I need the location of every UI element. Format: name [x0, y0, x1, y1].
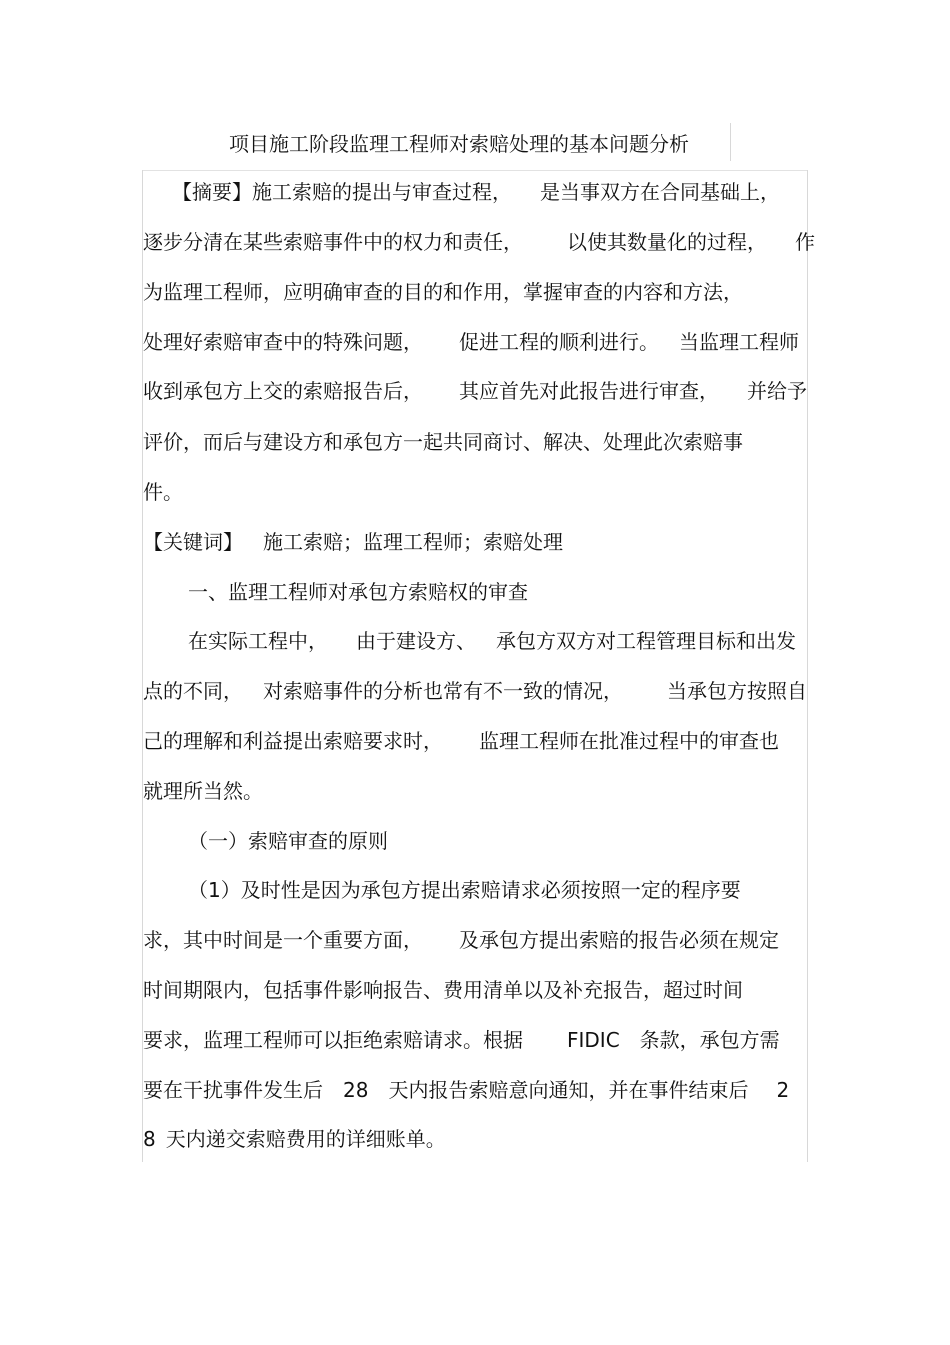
paragraph-2-line-1: [188, 875, 741, 905]
text-segment: （1）及时性是因为承包方提出索赔请求必须按照一定的程序要: [188, 878, 741, 902]
paragraph-2-line-3: [143, 975, 743, 1005]
text-segment: 评价，而后与建设方和承包方一起共同商讨、解决、处理此次索赔事: [143, 430, 743, 454]
text-segment: 是当事双方在合同基础上，: [540, 180, 780, 204]
text-segment: 要求，监理工程师可以拒绝索赔请求。根据: [143, 1028, 523, 1052]
border-line-left: [142, 170, 143, 1162]
text-segment: 时间期限内，包括事件影响报告、费用清单以及补充报告，超过时间: [143, 978, 743, 1002]
text-segment: 要在干扰事件发生后: [143, 1078, 323, 1102]
border-line-top: [143, 170, 808, 171]
text-segment: 在实际工程中，: [188, 629, 328, 653]
text-segment: 己的理解和利益提出索赔要求时，: [143, 729, 443, 753]
text-segment: FIDIC: [567, 1028, 620, 1052]
text-segment: 对索赔事件的分析也常有不一致的情况，: [263, 679, 623, 703]
paragraph-2-line-2: [143, 925, 779, 955]
text-segment: 一、监理工程师对承包方索赔权的审查: [188, 580, 528, 604]
text-segment: 天内递交索赔费用的详细账单。: [165, 1127, 446, 1151]
abstract-line-3: [143, 277, 743, 307]
abstract-line-7: [143, 477, 183, 507]
text-segment: 以使其数量化的过程，: [567, 230, 767, 254]
text-segment: 天内报告索赔意向通知，并在事件结束后: [388, 1078, 749, 1102]
abstract-line-1: [172, 177, 780, 207]
paragraph-1-line-1: [188, 626, 796, 656]
paragraph-1-line-4: [143, 776, 263, 806]
paragraph-2-line-5: [143, 1075, 789, 1105]
text-segment: 促进工程的顺利进行。: [459, 330, 659, 354]
keywords-value: 施工索赔；监理工程师；索赔处理: [263, 530, 563, 554]
text-segment: 其应首先对此报告进行审查，: [459, 379, 719, 403]
text-segment: 作: [795, 230, 815, 254]
text-segment: 件。: [143, 480, 183, 504]
text-segment: 由于建设方、: [356, 629, 476, 653]
text-segment: 点的不同，: [143, 679, 243, 703]
text-segment: 就理所当然。: [143, 779, 263, 803]
text-segment: 当监理工程师: [679, 330, 799, 354]
border-line-right: [807, 170, 808, 1162]
keywords-line: [143, 527, 563, 557]
paragraph-1-line-2: [143, 676, 807, 706]
text-segment: 【摘要】施工索赔的提出与审查过程，: [172, 180, 512, 204]
text-segment: 处理好索赔审查中的特殊问题，: [143, 330, 423, 354]
text-segment: （一）索赔审查的原则: [188, 829, 388, 853]
text-segment: 当承包方按照自: [667, 679, 807, 703]
text-segment: 2: [776, 1078, 790, 1102]
text-segment: 求，其中时间是一个重要方面，: [143, 928, 423, 952]
abstract-line-2: [143, 227, 815, 257]
section-heading-1: [188, 577, 528, 607]
paragraph-2-line-4: [143, 1025, 780, 1055]
paragraph-1-line-3: [143, 726, 779, 756]
keywords-label: 【关键词】: [143, 530, 243, 554]
paragraph-2-line-6: [143, 1124, 446, 1154]
text-segment: 8: [143, 1127, 156, 1151]
text-segment: 28: [343, 1078, 369, 1102]
text-segment: 监理工程师在批准过程中的审查也: [479, 729, 779, 753]
abstract-line-4: [143, 327, 799, 357]
subsection-heading-1: [188, 826, 388, 856]
document-title: 项目施工阶段监理工程师对索赔处理的基本问题分析: [229, 132, 689, 156]
abstract-line-6: [143, 427, 743, 457]
text-segment: 及承包方提出索赔的报告必须在规定: [459, 928, 779, 952]
border-line-title-right: [730, 123, 731, 161]
text-segment: 条款，承包方需: [639, 1028, 780, 1052]
abstract-line-5: [143, 376, 807, 406]
text-segment: 并给予: [747, 379, 807, 403]
text-segment: 承包方双方对工程管理目标和出发: [496, 629, 796, 653]
text-segment: 收到承包方上交的索赔报告后，: [143, 379, 423, 403]
text-segment: 为监理工程师，应明确审查的目的和作用，掌握审查的内容和方法，: [143, 280, 743, 304]
text-segment: 逐步分清在某些索赔事件中的权力和责任，: [143, 230, 523, 254]
